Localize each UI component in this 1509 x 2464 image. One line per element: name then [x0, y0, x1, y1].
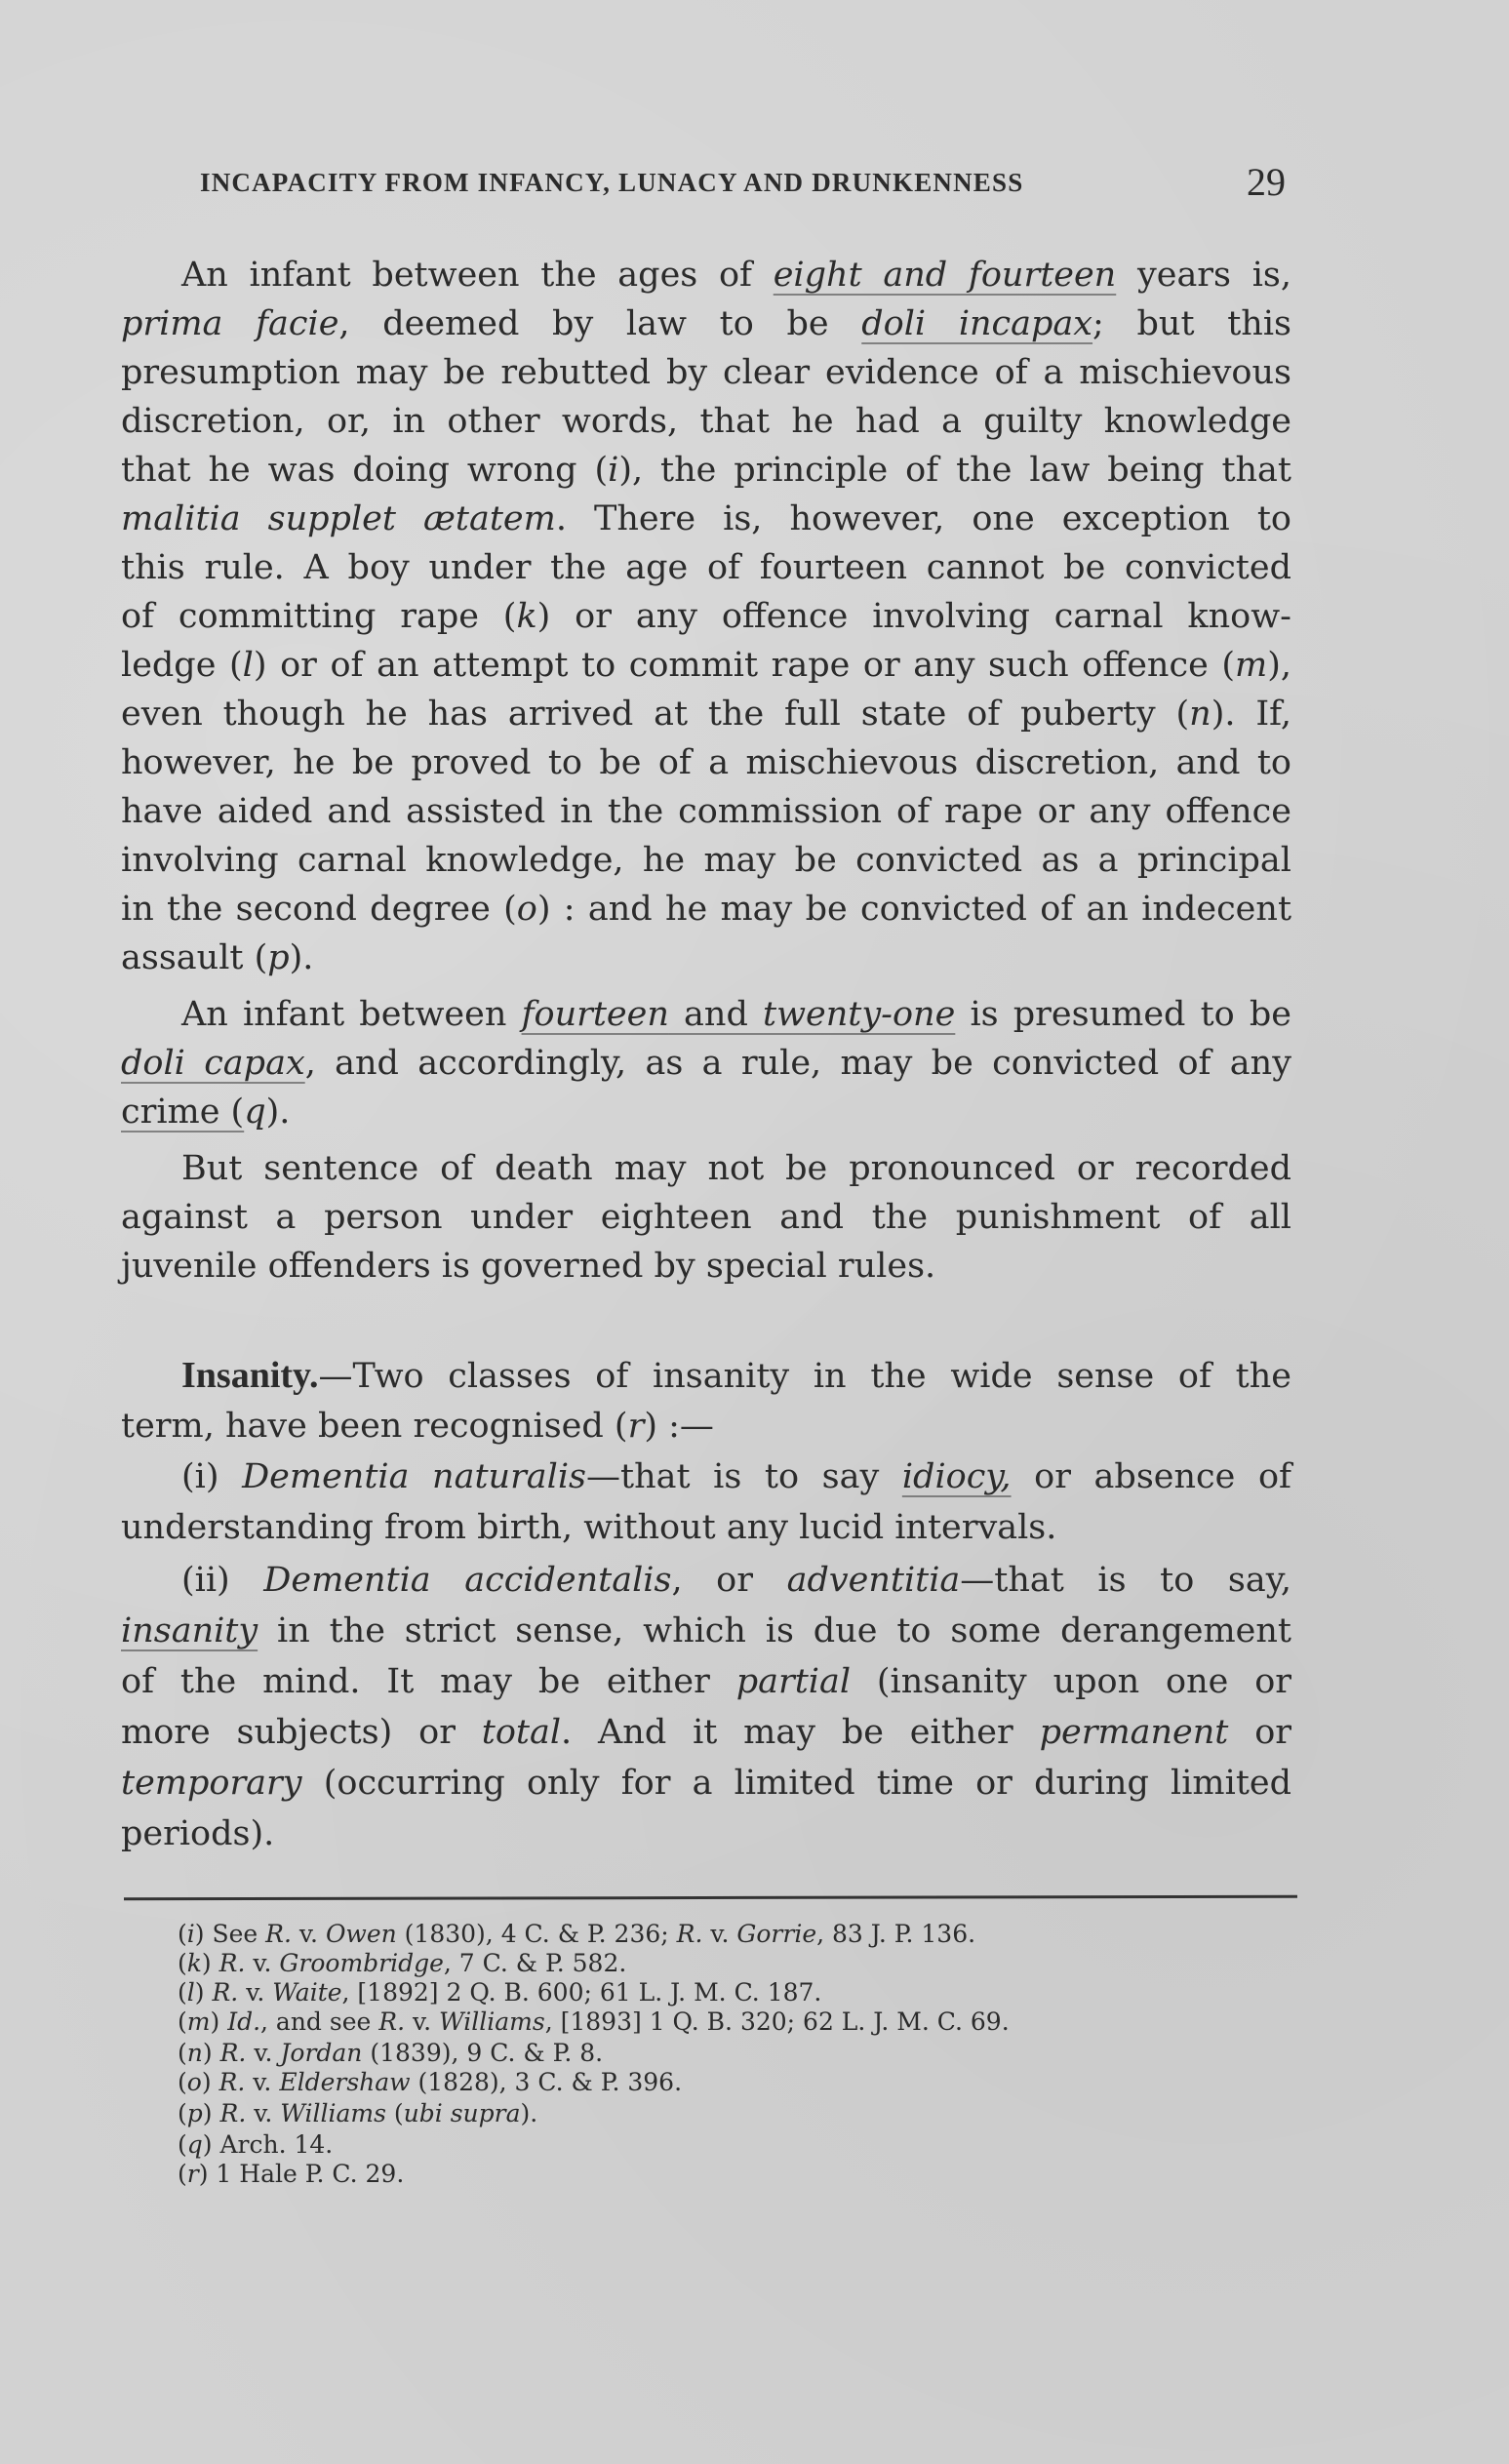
footnote-mark: (k) [178, 1949, 212, 1977]
dementia-naturalis-line-2: understanding from birth, without any lucid intervals. [121, 1508, 1057, 1547]
para1-line-5: that he was doing wrong (i), the principle of the law being that [121, 451, 1291, 490]
section-heading-insanity: Insanity. [181, 1355, 319, 1396]
footnote-mark: (p) [178, 2099, 213, 2127]
para2-line-2: doli capax, and accordingly, as a rule, may be convicted of any [121, 1044, 1291, 1083]
para3-line-2: against a person under eighteen and the punishment of all [121, 1198, 1291, 1237]
footnote-p: (p) R. v. Williams (ubi supra). [178, 2099, 538, 2127]
dementia-accidentalis-line-6: periods). [121, 1814, 275, 1853]
page-number: 29 [1247, 160, 1286, 204]
dementia-naturalis-line-1: (i) Dementia naturalis—that is to say idiocy, or absence of [181, 1457, 1291, 1496]
dementia-accidentalis-line-5: temporary (occurring only for a limited time or during limited [121, 1764, 1291, 1803]
para3-line-1: But sentence of death may not be pronounced or recorded [181, 1149, 1291, 1188]
para1-line-6: malitia supplet ætatem. There is, however, one exception to [121, 499, 1291, 538]
footnote-m: (m) Id., and see R. v. Williams, [1893] 1 Q. B. 320; 62 L. J. M. C. 69. [178, 2007, 1010, 2036]
para1-line-2: prima facie, deemed by law to be doli incapax; but this [121, 304, 1291, 343]
running-head: INCAPACITY FROM INFANCY, LUNACY AND DRUNKENNESS [200, 168, 1024, 197]
footnote-q: (q) Arch. 14. [178, 2130, 334, 2159]
para1-line-7: this rule. A boy under the age of fourteen cannot be convicted [121, 548, 1291, 587]
footnote-l: (l) R. v. Waite, [1892] 2 Q. B. 600; 61 L. J. M. C. 187. [178, 1978, 822, 2007]
footnote-mark: (o) [178, 2068, 212, 2096]
footnote-k: (k) R. v. Groombridge, 7 C. & P. 582. [178, 1949, 627, 1977]
para1-line-11: however, he be proved to be of a mischievous discretion, and to [121, 743, 1291, 782]
footnote-o: (o) R. v. Eldershaw (1828), 3 C. & P. 396. [178, 2068, 683, 2096]
para1-line-12: have aided and assisted in the commission of rape or any offence [121, 792, 1291, 831]
footnote-mark: (n) [178, 2039, 213, 2067]
footnote-mark: (i) [178, 1920, 205, 1948]
para1-line-3: presumption may be rebutted by clear evidence of a mischievous [121, 353, 1291, 392]
para1-line-13: involving carnal knowledge, he may be convicted as a principal [121, 841, 1291, 880]
footnote-mark: (l) [178, 1978, 205, 2007]
dementia-accidentalis-line-4: more subjects) or total. And it may be either permanent or [121, 1713, 1292, 1752]
footnote-n: (n) R. v. Jordan (1839), 9 C. & P. 8. [178, 2039, 604, 2067]
footnote-i: (i) See R. v. Owen (1830), 4 C. & P. 236; R. v. Gorrie, 83 J. P. 136. [178, 1920, 976, 1948]
footnote-mark: (r) [178, 2160, 209, 2188]
footnote-rule [124, 1895, 1297, 1901]
para1-line-4: discretion, or, in other words, that he had a guilty knowledge [121, 402, 1291, 441]
insanity-line-1: Insanity.—Two classes of insanity in the wide sense of the [181, 1355, 1291, 1396]
footnote-r: (r) 1 Hale P. C. 29. [178, 2160, 405, 2188]
para3-line-3: juvenile offenders is governed by special rules. [121, 1247, 936, 1286]
para1-line-8: of committing rape (k) or any offence involving carnal know- [121, 597, 1291, 636]
insanity-line-2: term, have been recognised (r) :— [121, 1407, 714, 1446]
para1-line-1: An infant between the ages of eight and fourteen years is, [181, 256, 1292, 295]
para1-line-10: even though he has arrived at the full state of puberty (n). If, [121, 695, 1291, 734]
para1-line-14: in the second degree (o) : and he may be convicted of an indecent [121, 890, 1292, 929]
footnote-mark: (m) [178, 2007, 220, 2036]
para1-line-15: assault (p). [121, 938, 314, 977]
dementia-accidentalis-line-1: (ii) Dementia accidentalis, or adventitia—that is to say, [181, 1561, 1291, 1600]
footnote-mark: (q) [178, 2130, 213, 2159]
dementia-accidentalis-line-2: insanity in the strict sense, which is due to some derangement [121, 1611, 1291, 1650]
dementia-accidentalis-line-3: of the mind. It may be either partial (insanity upon one or [121, 1662, 1291, 1701]
para2-line-1: An infant between fourteen and twenty-one is presumed to be [181, 995, 1291, 1034]
para2-line-3: crime (q). [121, 1093, 291, 1132]
para1-line-9: ledge (l) or of an attempt to commit rape or any such offence (m), [121, 646, 1292, 685]
